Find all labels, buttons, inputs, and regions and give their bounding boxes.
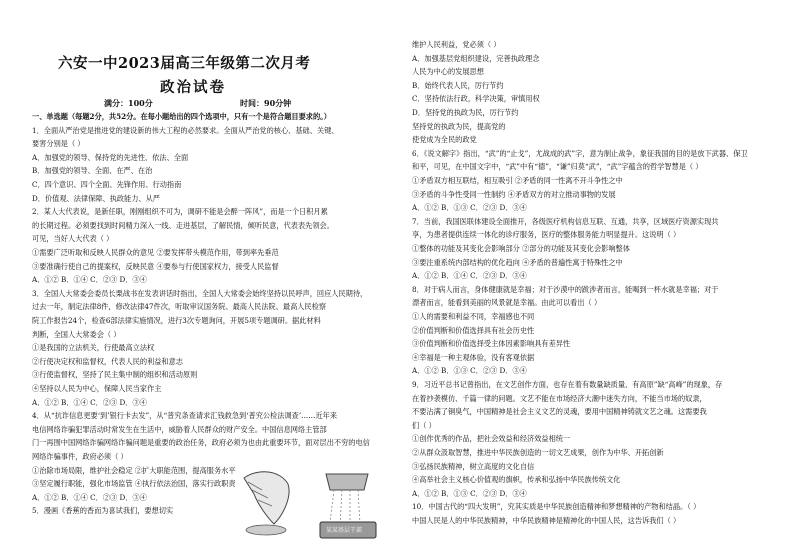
- text-line: ②从群众汲取智慧，推进中华民族创造的一切文艺成果，创作为中华、开拓创新: [412, 448, 664, 457]
- text-line: ③弘扬民族精神，树立高度的文化自信: [412, 461, 535, 471]
- text-line: 可见，当好人大代表（ ）: [32, 234, 114, 244]
- text-line: ③要注重系统内部结构的优化趋向 ④矛盾的普遍性寓于特殊性之中: [412, 257, 623, 267]
- text-line: 2．某人大代表说，是新任职，刚刚组织不可为，调研不能是会醉一阵风”，而是一个日积月累: [32, 207, 328, 217]
- text-line: 门一再围中国网络诈骗网络诈骗问题是重要的政治任务，政府必须为也由此重要环节，面对层出不穷的电信: [32, 438, 370, 448]
- text-line: 7．当前，我国医联体建设全面推开，各级医疗机构信息互联、互通，共享，区域医疗资源实现共: [412, 216, 719, 226]
- text-line: ①创作优秀的作品，把社会效益和经济效益相统一: [412, 434, 571, 444]
- text-line: 判断，全国人大常委会（ ）: [32, 329, 121, 339]
- text-line: 享，为患者提供连续一体化的诊疗服务，医疗的整体服务能力明显提升。这说明（ ）: [412, 230, 681, 240]
- text-line: A．加强基层党组织建设，完善执政理念: [412, 53, 540, 63]
- text-line: ③行使监督权，坚持了民主集中制的组织和活动原则: [32, 370, 198, 380]
- text-line: 过去一年，制定法律8件，修改法律47件次，听取审议国务院、最高人民法院、最高人民检察: [32, 302, 327, 312]
- text-line: ④坚持以人民为中心，保障人民当家作主: [32, 384, 162, 393]
- text-line: D．价值观、法律保障、执政能力、从严: [32, 193, 160, 203]
- text-line: ③坚定履行职能，强化市场监管 ④执行依法治国，落实行政职责: [32, 479, 236, 489]
- text-line: 维护人民利益，党必须（ ）: [412, 40, 501, 49]
- text-line: 院工作报告24个，检查6部法律实施情况，进行3次专题询问，开展5项专题调研。据此材料: [32, 316, 321, 325]
- text-line: 5．漫画《香蕉的香而为喜试我们，要想切实: [32, 506, 174, 516]
- text-line: 的长期过程。必须要找到时间精力深入一线、走进基层，了解民情，倾听民意，代表表先领会。: [32, 220, 334, 230]
- text-line: ②价值判断和价值选择具有社会历史性: [412, 325, 535, 335]
- text-line: 坚持党的执政为民，提高党的: [412, 121, 506, 131]
- text-line: ①整体的功能及其变化会影响部分 ②部分的功能及其变化会影响整体: [412, 244, 630, 253]
- text-line: ④高举社会主义核心价值观的旗帜，传承和弘扬中华民族传统文化: [412, 475, 621, 485]
- text-line: 中国人民是人的中华民族精神，中华民族精神是精神化的中国人民，这告诉我们（ ）: [412, 516, 681, 525]
- text-line: 1．全面从严治党是推进党的建设新的伟大工程的必然要求。全面从严治党的核心、基础、关键、: [32, 125, 339, 135]
- text-line: ①需要广泛听取和反映人民群众的意见 ②要发挥带头模范作用，带到率先垂范: [32, 248, 279, 257]
- exam-time: 时间：90分钟: [240, 98, 292, 108]
- text-line: A．①② B．①④ C．②③ D．③④: [32, 492, 147, 502]
- text-line: 要害分别是（ ）: [32, 139, 85, 149]
- cartoon-illustration: [218, 464, 396, 542]
- text-line: A．①② B．①③ C．②③ D．③④: [412, 366, 527, 376]
- text-line: 电信网络诈骗犯罪活动时常发生在生活中，威胁着人民群众的财产安全。中国信息网络主管部: [32, 424, 327, 434]
- text-line: ②行使决定权和监督权，代表人民的利益和意志: [32, 356, 183, 366]
- text-line: ①人的需要和利益不同，幸福感也不同: [412, 312, 535, 321]
- text-line: B．始终代表人民，厉行节约: [412, 80, 504, 90]
- cartoon-caption: 某某基层干部: [326, 527, 363, 534]
- cartoon-drawing: [218, 464, 396, 542]
- exam-title-school: 六安一中2023届高三年级第二次月考: [58, 55, 311, 72]
- text-line: 们（ ）: [412, 420, 436, 430]
- text-line: A．①② B．①③ C．②③ D．③④: [412, 488, 527, 498]
- text-line: 9．习近平总书记曾指出，在文艺创作方面，也存在着有数量缺质量、有高原”缺“高峰”的现象，存: [412, 380, 723, 389]
- text-line: C．四个意识、四个全面、先锋作用、行动指南: [32, 180, 182, 189]
- text-line: A．①② B．①④ C．②③ D．③④: [32, 397, 147, 407]
- text-line: 使党成为全民的政党: [412, 135, 477, 145]
- text-line: 不要沾满了铜臭气，中国精神是社会主义文艺的灵魂，要用中国精神铸就文艺之魂。这需要我: [412, 407, 707, 417]
- text-line: ③价值判断和价值选择受主体因素影响具有差异性: [412, 339, 571, 349]
- text-line: C．坚持依法行政，科学决策，审慎用权: [412, 94, 540, 104]
- text-line: 漂者而言，能看到美丽的风景就是幸福。由此可以看出（ ）: [412, 298, 602, 308]
- text-line: ①是我国的立法机关，行使最高立法权: [32, 343, 155, 353]
- exam-title-subject: 政治试卷: [160, 79, 226, 96]
- text-line: ③矛盾的斗争性受同一性制约 ④矛盾双方的对立推动事物的发展: [412, 189, 616, 199]
- text-line: 6．《说文解字》指出，“武”的“止戈”，尤战成的武”字，意为制止战争，象征我国的目的是放下武器、保卫: [412, 148, 748, 158]
- text-line: B．加强党的领导、全面、在严、在治: [32, 166, 153, 176]
- text-line: 10．中国古代的“四大发明”，究其实质是中华民族创造精神和梦想精神的产物和结晶。（ ）: [412, 502, 701, 512]
- text-line: 人民为中心的发展思想: [412, 67, 484, 77]
- text-line: A．①② B．①③ C．②③ D．③④: [412, 203, 527, 213]
- text-line: A．加强党的领导、保持党的先进性、依法、全面: [32, 152, 189, 162]
- text-line: ③要准确行使自己的提案权，反映民意 ④要参与行使国家权力，接受人民监督: [32, 261, 279, 271]
- text-line: 3．全国人大常委会委员长栗战书在发表讲话时指出，全国人大常委会始终坚持以民呼声，回应人民期待，: [32, 288, 368, 298]
- text-line: ④幸福是一种主观体验，没有客观依据: [412, 352, 535, 362]
- text-line: 8．对于病人而言，身体健康就是幸福；对于沙漠中的跋涉者而言，能喝到一杯水就是幸福；对于: [412, 284, 719, 294]
- text-line: 4．从“抗诈信息更要‘到’银行卡去发”，从“普究条查请求汇钱救急到‘普究公检法调查’……近年来: [32, 411, 338, 421]
- text-line: ①治除市场局限，维护社会稳定 ②扩大职能范围，提高服务水平: [32, 465, 236, 475]
- text-line: ①矛盾双方相互联结，相互吸引 ②矛盾的同一性离不开斗争性之中: [412, 176, 623, 185]
- text-line: 一、单选题（每题2分，共52分。在每小题给出的四个选项中，只有一个是符合题目要求的。）: [32, 112, 331, 121]
- text-line: 和平，可见，在中国文字中，“武”中有“德”，“谦”归莫“武”，“武”字蕴含的哲学智慧是（ ）: [412, 162, 703, 172]
- text-line: 在着抄袭模仿、千篇一律的问题。文艺不能在市场经济大潮中迷失方向，不能当市场的奴隶，: [412, 393, 707, 403]
- text-line: 网络诈骗事件，政府必须（ ）: [32, 452, 128, 461]
- text-line: A．①② B．①④ C．②③ D．③④: [32, 275, 147, 285]
- text-line: A．①② B．①④ C．②③ D．③④: [412, 271, 527, 281]
- text-line: D．坚持党的执政为民，厉行节约: [412, 108, 519, 117]
- full-score: 满分：100分: [104, 98, 153, 108]
